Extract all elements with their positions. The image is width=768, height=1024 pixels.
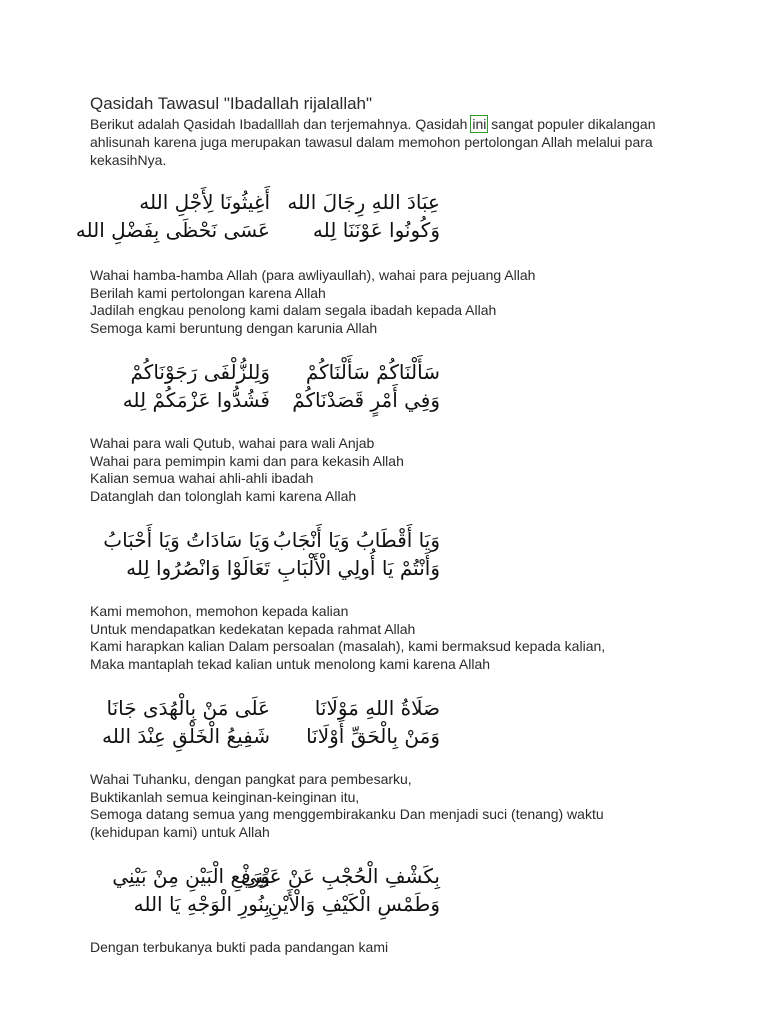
translation-line: Maka mantaplah tekad kalian untuk menolong kami karena Allah [90, 655, 491, 672]
translation-stanza-3 [90, 603, 690, 673]
translation-line: Untuk mendapatkan kedekatan kepada rahmat Allah [90, 620, 416, 637]
translation-line: Berilah kami pertolongan karena Allah [90, 284, 326, 301]
translation-line: Semoga kami beruntung dengan karunia Allah [90, 319, 378, 336]
arabic-line: تَعَالَوْا وَانْصُرُوا لِله [126, 556, 270, 580]
translation-line: Kami memohon, memohon kepada kalian [90, 603, 349, 619]
arabic-line: وَفِي أَمْرٍ قَصَدْنَاكُمْ [292, 388, 440, 412]
arabic-line: وَيَا سَادَاتُ وَيَا أَحْبَابُ [103, 528, 270, 552]
translation-line: Jadilah engkau penolong kami dalam segala ibadah kepada Allah [90, 302, 497, 318]
intro-line-2: ahlisunah karena juga merupakan tawasul dalam memohon pertolongan Allah melalui para [90, 134, 653, 150]
translation-line: Datanglah dan tolonglah kami karena Allah [90, 487, 357, 504]
arabic-line: وَرَفْعِ الْبَيْنِ مِنْ بَيْنِي [112, 864, 270, 888]
arabic-line: فَشُدُّوا عَزْمَكُمْ لِله [122, 388, 270, 412]
translation-line: Kami harapkan kalian Dalam persoalan (masalah), kami bermaksud kepada kalian, [90, 638, 606, 654]
arabic-stanza-1 [75, 189, 440, 243]
translation-stanza-2 [90, 435, 690, 505]
page-title: Qasidah Tawasul "Ibadallah rijalallah" [90, 94, 373, 113]
intro-text-start: Berikut adalah Qasidah Ibadalllah dan terjemahnya. Qasidah [90, 116, 472, 132]
intro-line-3: kekasihNya. [90, 152, 167, 168]
translation-stanza-5 [90, 939, 690, 957]
translation-line: Wahai Tuhanku, dengan pangkat para pembesarku, [90, 771, 412, 787]
arabic-line: وَأَنْتُمْ يَا أُولِي الْأَلْبَابِ [277, 556, 440, 580]
arabic-line: وَلِلزُّلْفَى رَجَوْنَاكُمْ [130, 360, 270, 384]
arabic-stanza-5 [100, 863, 440, 917]
arabic-line: عَسَى نَحْظَى بِفَضْلِ الله [75, 218, 270, 242]
translation-line: Dengan terbukanya bukti pada pandangan kami [90, 939, 389, 955]
arabic-line: بِنُورِ الْوَجْهِ يَا الله [133, 892, 270, 916]
translation-line: Wahai para wali Qutub, wahai para wali Anjab [90, 435, 375, 451]
arabic-line: عَلَى مَنْ بِالْهُدَى جَانَا [106, 696, 270, 720]
arabic-line: شَفِيعُ الْخَلْقِ عِنْدَ الله [102, 724, 270, 748]
arabic-line: وَمَنْ بِالْحَقِّ أَوْلَانَا [306, 724, 440, 748]
arabic-line: وَيَا أَقْطَابُ وَيَا أَنْجَابُ [272, 528, 440, 552]
intro-text-end: sangat populer dikalangan [487, 116, 656, 132]
arabic-stanza-3 [100, 527, 440, 581]
arabic-line: بِكَشْفِ الْحُجْبِ عَنْ عَيْنِي [240, 864, 440, 888]
arabic-line: عِبَادَ اللهِ رِجَالَ الله [287, 190, 440, 214]
arabic-line: صَلَاةُ اللهِ مَوْلَانَا [314, 696, 440, 720]
arabic-line: أَغِيثُونَا لِأَجْلِ الله [139, 190, 270, 214]
translation-stanza-4 [90, 771, 690, 841]
document-page [75, 94, 690, 957]
intro-paragraph [90, 115, 690, 169]
intro-link[interactable]: ini [472, 116, 487, 132]
translation-line: Semoga datang semua yang menggembirakanku Dan menjadi suci (tenang) waktu [90, 806, 604, 822]
arabic-line: وَطَمْسِ الْكَيْفِ وَالْأَيْنِ [267, 892, 440, 916]
translation-line: (kehidupan kami) untuk Allah [90, 823, 270, 840]
arabic-stanza-2 [100, 359, 440, 413]
arabic-line: وَكُونُوا عَوْنَنَا لِله [312, 218, 440, 242]
translation-line: Kalian semua wahai ahli-ahli ibadah [90, 470, 314, 486]
translation-line: Wahai hamba-hamba Allah (para awliyaullah), wahai para pejuang Allah [90, 267, 536, 283]
translation-line: Buktikanlah semua keinginan-keinginan itu, [90, 788, 360, 805]
arabic-line: سَأَلْنَاكُمْ سَأَلْنَاكُمْ [305, 360, 440, 384]
translation-stanza-1 [90, 267, 690, 337]
translation-line: Wahai para pemimpin kami dan para kekasih Allah [90, 452, 404, 469]
arabic-stanza-4 [100, 695, 440, 749]
